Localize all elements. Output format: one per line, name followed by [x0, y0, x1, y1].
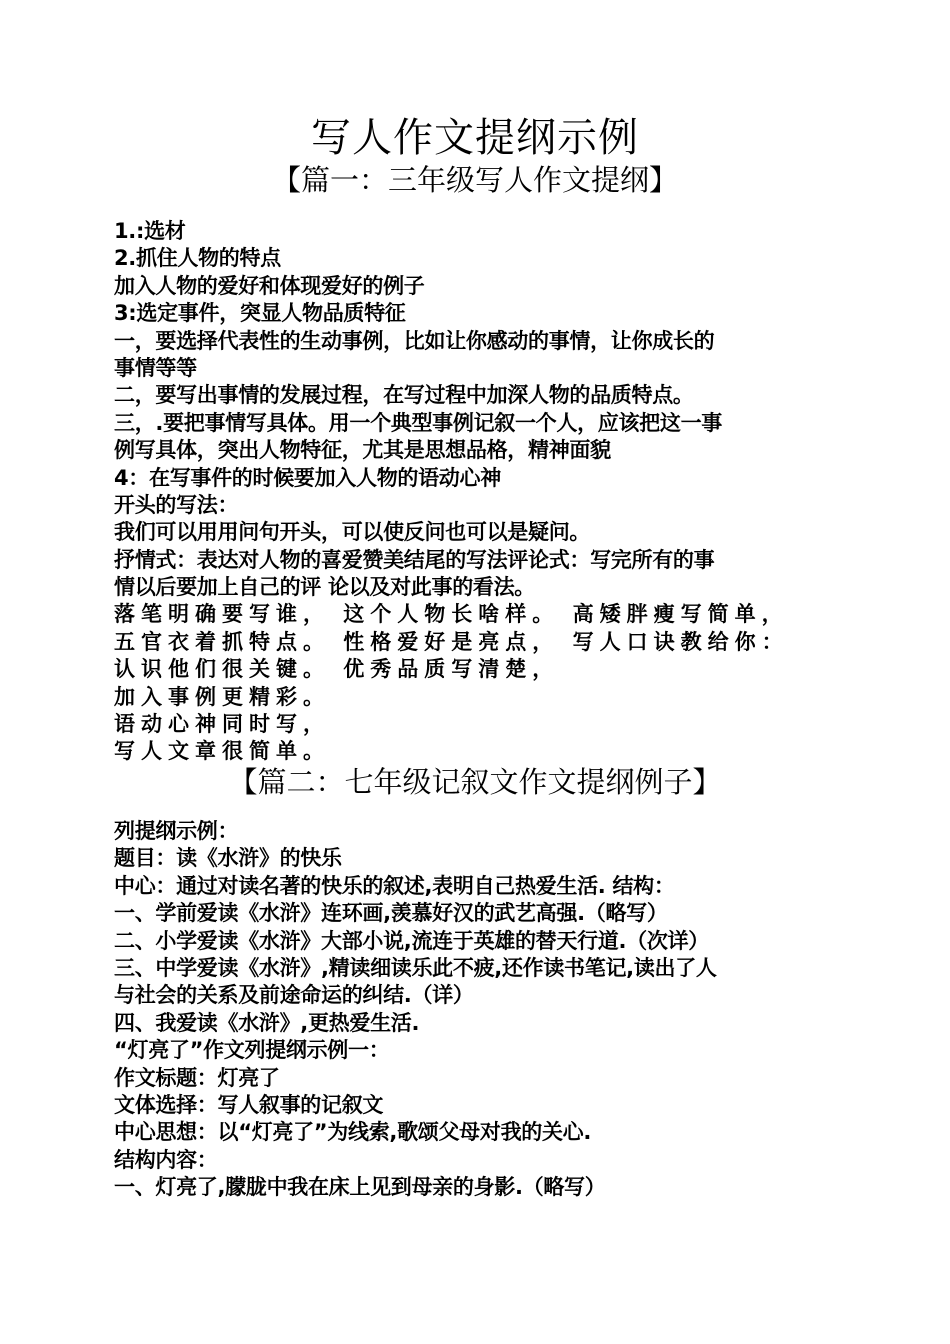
text-line: 中心思想：以“灯亮了”为线索,歌颂父母对我的关心. [114, 1120, 592, 1145]
verse-line: 认识他们很关键。 优秀品质写清楚， [114, 657, 560, 682]
text-line: 题目：读《水浒》的快乐 [114, 846, 342, 871]
text-line: 加入人物的爱好和体现爱好的例子 [114, 273, 425, 298]
verse-line: 语动心神同时写， [114, 712, 330, 737]
text-line: 四、我爱读《水浒》,更热爱生活. [114, 1010, 420, 1035]
text-line: 三，.要把事情写具体。用一个典型事例记叙一个人，应该把这一事 [114, 410, 722, 435]
text-line: 一、学前爱读《水浒》连环画,羡慕好汉的武艺高强.（略写） [114, 901, 668, 926]
text-line: 2.抓住人物的特点 [114, 246, 281, 271]
text-line: 1.:选材 [114, 219, 186, 243]
text-line: “灯亮了”作文列提纲示例一： [114, 1038, 390, 1063]
text-line: 我们可以用用问句开头，可以使反问也可以是疑问。 [114, 520, 591, 545]
text-line: 一，要选择代表性的生动事例，比如让你感动的事情，让你成长的 [114, 328, 715, 353]
text-line: 文体选择：写人叙事的记叙文 [114, 1092, 384, 1117]
text-line: 与社会的关系及前途命运的纠结.（详） [114, 983, 474, 1008]
text-line: 一、灯亮了,朦胧中我在床上见到母亲的身影.（略写） [114, 1175, 606, 1200]
page-title: 写人作文提纲示例 [311, 115, 639, 161]
section-body-2 [114, 818, 854, 1201]
text-line: 例写具体，突出人物特征，尤其是思想品格，精神面貌 [114, 438, 611, 463]
text-line: 4：在写事件的时候要加入人物的语动心神 [114, 465, 501, 490]
text-line: 作文标题：灯亮了 [114, 1065, 280, 1090]
text-line: 结构内容： [114, 1147, 218, 1172]
text-line: 3:选定事件，突显人物品质特征 [114, 301, 406, 326]
verse-line: 五官衣着抓特点。 性格爱好是亮点， 写人口诀教给你： [114, 629, 789, 654]
text-line: 抒情式：表达对人物的喜爱赞美结尾的写法评论式：写完所有的事 [114, 547, 715, 572]
text-line: 二、小学爱读《水浒》大部小说,流连于英雄的替天行道.（次详） [114, 928, 709, 953]
text-line: 二，要写出事情的发展过程，在写过程中加深人物的品质特点。 [114, 383, 694, 408]
verse-line: 写人文章很简单。 [114, 739, 330, 764]
text-line: 事情等等 [114, 355, 197, 380]
section-body-1 [114, 218, 854, 766]
verse-line: 落笔明确要写谁， 这个人物长啥样。 高矮胖瘦写简单， [114, 602, 789, 627]
section-heading-2: 【篇二：七年级记叙文作文提纲例子】 [228, 765, 722, 799]
text-line: 列提纲示例： [114, 819, 239, 843]
section-heading-1: 【篇一：三年级写人作文提纲】 [271, 163, 678, 197]
text-line: 开头的写法： [114, 492, 239, 517]
text-line: 情以后要加上自己的评 论以及对此事的看法。 [114, 575, 536, 600]
text-line: 三、中学爱读《水浒》,精读细读乐此不疲,还作读书笔记,读出了人 [114, 955, 717, 980]
verse-line: 加入事例更精彩。 [114, 684, 330, 709]
text-line: 中心：通过对读名著的快乐的叙述,表明自己热爱生活. 结构： [114, 873, 675, 898]
